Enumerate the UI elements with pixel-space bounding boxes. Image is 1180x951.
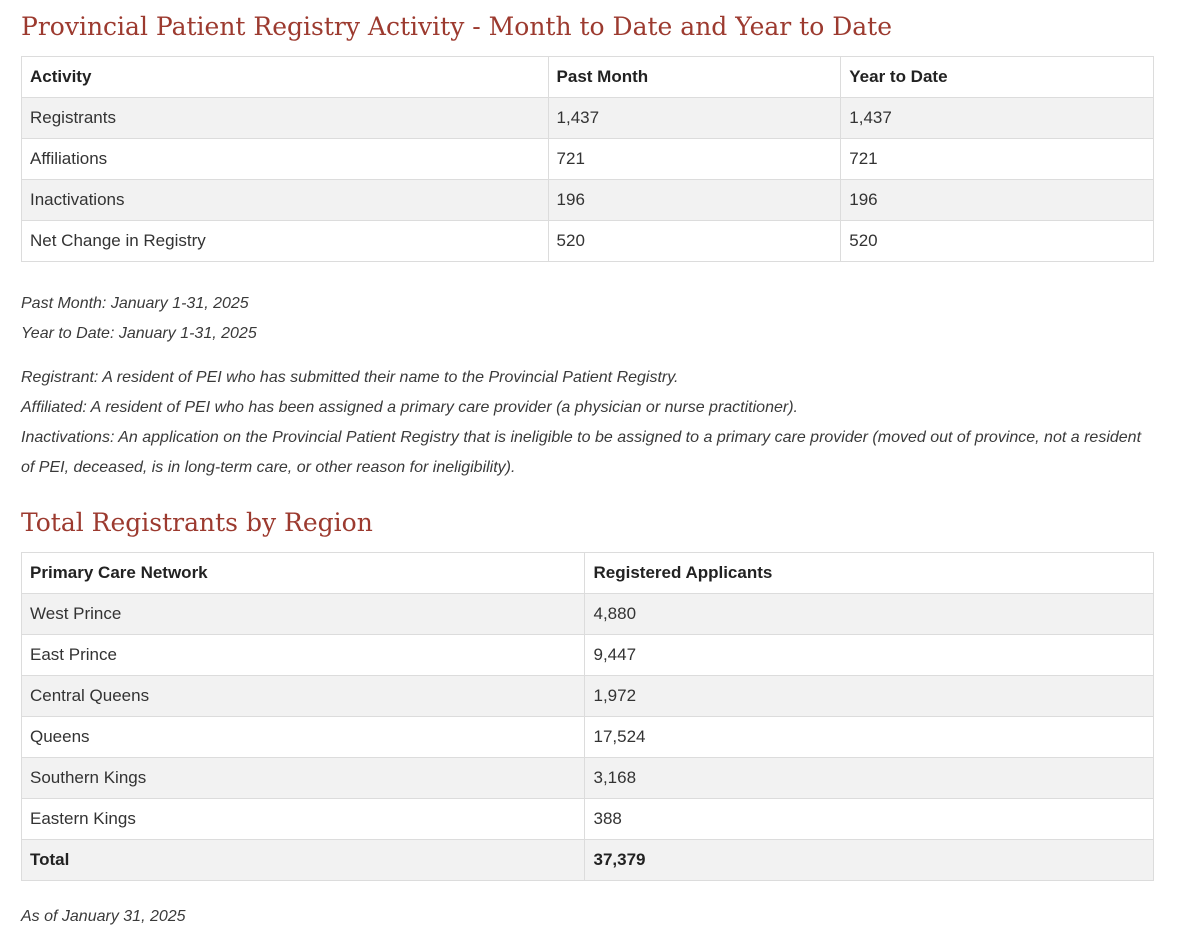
inactivations-definition: Inactivations: An application on the Provincial Patient Registry that is ineligible to be assigned to a primary care provider (moved out of province, not a resident of PEI, deceased, is in long-term care, or other reason for ineligibility).	[21, 429, 1142, 476]
definition-notes	[21, 363, 1154, 483]
year-to-date-value: 721	[841, 139, 1154, 180]
column-header-primary-care-network: Primary Care Network	[22, 553, 585, 594]
year-to-date-value: 520	[841, 221, 1154, 262]
past-month-value: 1,437	[548, 98, 841, 139]
region-table-header	[22, 553, 1154, 594]
table-row	[22, 758, 1154, 799]
past-month-value: 196	[548, 180, 841, 221]
activity-name: Net Change in Registry	[22, 221, 549, 262]
registered-count: 9,447	[585, 635, 1154, 676]
activity-table	[21, 56, 1154, 262]
past-month-value: 721	[548, 139, 841, 180]
year-to-date-value: 196	[841, 180, 1154, 221]
table-row	[22, 717, 1154, 758]
table-row	[22, 799, 1154, 840]
column-header-past-month: Past Month	[548, 57, 841, 98]
region-name: Southern Kings	[22, 758, 585, 799]
past-month-value: 520	[548, 221, 841, 262]
registered-count: 4,880	[585, 594, 1154, 635]
activity-name: Affiliations	[22, 139, 549, 180]
table-row	[22, 676, 1154, 717]
total-value: 37,379	[585, 840, 1154, 881]
registered-count: 1,972	[585, 676, 1154, 717]
registrant-definition: Registrant: A resident of PEI who has submitted their name to the Provincial Patient Registry.	[21, 369, 679, 386]
table-row	[22, 635, 1154, 676]
column-header-year-to-date: Year to Date	[841, 57, 1154, 98]
past-month-period: Past Month: January 1-31, 2025	[21, 295, 249, 312]
region-name: East Prince	[22, 635, 585, 676]
period-notes	[21, 289, 1154, 349]
activity-table-header	[22, 57, 1154, 98]
year-to-date-value: 1,437	[841, 98, 1154, 139]
affiliated-definition: Affiliated: A resident of PEI who has been assigned a primary care provider (a physician or nurse practitioner).	[21, 399, 798, 416]
registered-count: 388	[585, 799, 1154, 840]
year-to-date-period: Year to Date: January 1-31, 2025	[21, 325, 257, 342]
table-row	[22, 180, 1154, 221]
table-row	[22, 139, 1154, 180]
registered-count: 17,524	[585, 717, 1154, 758]
table-row	[22, 594, 1154, 635]
region-name: Central Queens	[22, 676, 585, 717]
region-section-title: Total Registrants by Region	[21, 508, 373, 537]
activity-name: Inactivations	[22, 180, 549, 221]
table-row	[22, 221, 1154, 262]
total-row	[22, 840, 1154, 881]
activity-section-title: Provincial Patient Registry Activity - Month to Date and Year to Date	[21, 12, 893, 41]
region-table	[21, 552, 1154, 881]
registered-count: 3,168	[585, 758, 1154, 799]
region-name: Eastern Kings	[22, 799, 585, 840]
activity-name: Registrants	[22, 98, 549, 139]
column-header-registered-applicants: Registered Applicants	[585, 553, 1154, 594]
region-name: West Prince	[22, 594, 585, 635]
table-row	[22, 98, 1154, 139]
column-header-activity: Activity	[22, 57, 549, 98]
region-name: Queens	[22, 717, 585, 758]
total-label: Total	[22, 840, 585, 881]
as-of-date: As of January 31, 2025	[21, 908, 186, 925]
